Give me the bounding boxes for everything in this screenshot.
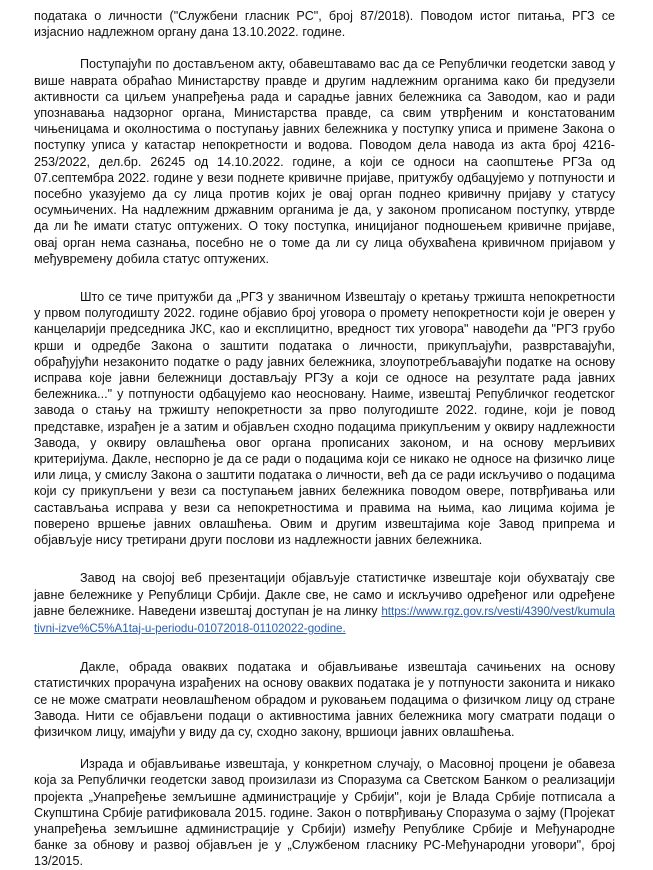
paragraph-data-processing: Дакле, обрада оваквих података и објављивање извештаја сачињених на основу статистичких прорачуна израђених на основу оваквих података је у потпуности законита и никако се не може сматрати неовлашћеном обрадом и руковањем подацима о физичком лицу од стране Завода. Нити се објављени подаци о активностима јавних бележника могу сматрати подаци о физичком лицу, имајући у виду да су, сходно закону, вршиоци јавних овлашћења. [34,660,615,739]
paragraph-ministry-communication: Поступајући по достављеном акту, обавештавамо вас да се Републички геодетски завод у више наврата обраћао Министарству правде и другим надлежним органима како би предузели активности са циљем унапређења рада и сарадње јавних бележника са Заводом, као и ради упознавања надзорног органа, Министарства правде, са свим утврђеним и констатованим чињеницама и околностима о поступању јавних бележника у поступку уписа и примене Закона о поступку уписа у катастар непокретности и водова. Поводом дела навода из акта број 4216-253/2022, дел.бр. 26245 од 14.10.2022. године, а који се односи на саопштење РГЗа од 07.септембра 2022. године у вези поднете кривичне пријаве, притужбу одбацујемо у потпуности и посебно указујемо да су лица против којих је овај орган поднео кривичну пријаву у статусу осумњичених. На надлежним државним органима је да, у законом прописаном поступку, утврде да ли ће имати статус оптужених. О току поступка, иницијаног подношењем кривичне пријаве, овај орган нема сазнања, посебно не о томе да ли су лица обухваћена кривичном пријавом у међувремену добила статус оптужених. [34,57,615,266]
paragraph-web-statistics-text: Завод на својој веб презентацији објављује статистичке извештаје који обухватају све јавне бележнике у Републици Србији. Дакле све, не само и искључиво одређеног или одређене јавне бележнике. Наведени извештај доступан је на линку [34,571,615,618]
paragraph-web-statistics [34,570,615,637]
paragraph-continuation: података о личности ("Службени гласник РС", број 87/2018). Поводом истог питања, РГЗ се изјаснио надлежном органу дана 13.10.2022. године. [34,9,615,40]
paragraph-market-report-complaint: Што се тиче притужби да „РГЗ у званичном Извештају о кретању тржишта непокретности у првом полугодишту 2022. године објавио број уговора о промету непокретности који је оверен у канцеларији председника ЈКС, као и експлицитно, вредност тих уговора" наводећи да "РГЗ грубо крши и одредбе Закона о заштити података о личности, прикупљајући, разврставајући, обрађујући незаконито податке о раду јавних бележника, злоупотребљавајући податке на основу исправа које јавни бележници достављају РГЗу а који се односе на резултате рада јавних бележника..." у потпуности одбацујемо као неосновану. Наиме, извештај Републичког геодетског завода о стању на тржишту непокретности за прво полугодиште 2022. године, који је повод представке, израђен је а затим и објављен сходно подацима прикупљеним у оквиру надлежности Завода, у оквиру овлашћења овог органа прописаних законом, и на основу мерљивих критеријума. Дакле, неспорно је да се ради о подацима који се никако не односе на физичко лице или лица, у смислу Закона о заштити података о личности, већ да се ради искључиво о подацима који су прикупљени у вези са поступањем јавних бележника поводом овере, потврђивања или састављања исправа у вези са непокретностима и правима на њима, као лицима којима је поверено вршење јавних овлашћења. Овим и другим извештајима које Завод припрема и објављује нису третирани други послови из надлежности јавних бележника. [34,290,615,548]
paragraph-world-bank-agreement: Израда и објављивање извештаја, у конкретном случају, о Масовној процени је обавеза која за Републички геодетски завод произилази из Споразума са Светском Банком о реализацији пројекта „Унапређење земљишне администрације у Србији", који је Влада Србије потписала а Скупштина Србије ратификовала 2015. године. Закон о потврђивању Споразума о зајму (Пројекат унапређења земљишне администрације у Србији) између Републике Србије и Међународне банке за обнову и развој објављен је у „Службеном гласнику РС-Међународни уговори", број 13/2015. [34,757,615,869]
report-link[interactable]: https://www.rgz.gov.rs/vesti/4390/vest/kumulativni-izve%C5%A1taj-u-periodu-01072018-01102022-godine. [34,604,615,635]
